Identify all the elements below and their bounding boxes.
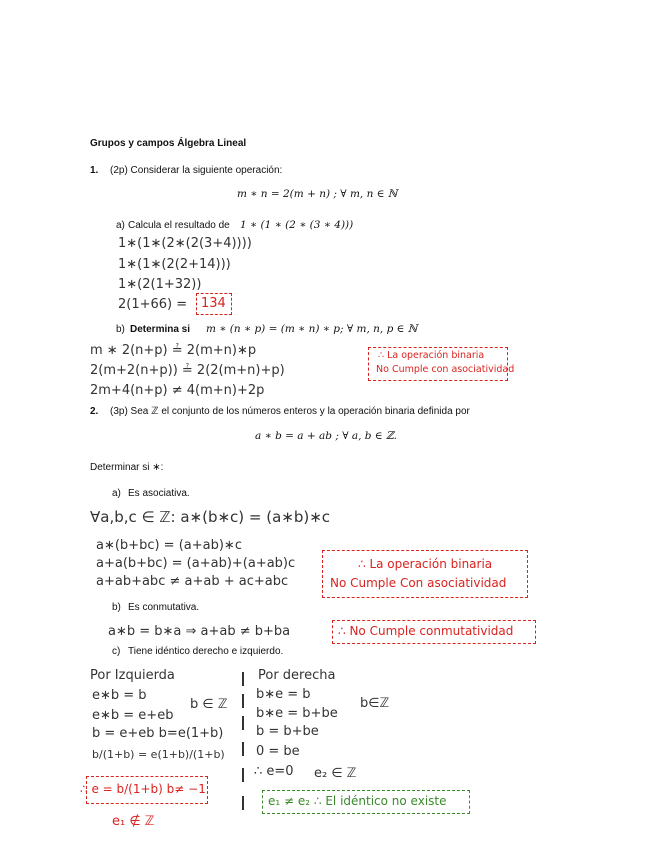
part-2b-conclusion: ∴ No Cumple conmutatividad — [338, 624, 514, 638]
part-1a-text: Calcula el resultado de — [128, 220, 230, 231]
problem-2-determine: Determinar si ∗: — [90, 462, 164, 473]
problem-2-statement: (3p) Sea ℤ el conjunto de los números enteros y la operación binaria definida por — [110, 406, 470, 417]
part-1b-text: Determina si — [130, 324, 191, 335]
part-2c-text: Tiene idéntico derecho e izquierdo. — [128, 646, 284, 657]
part-2a-conclusion-line: ∴ La operación binaria — [358, 557, 493, 571]
right-mid: e₂ ∈ ℤ — [314, 766, 357, 781]
part-1a-expr: 1 ∗ (1 ∗ (2 ∗ (3 ∗ 4))) — [240, 219, 354, 231]
right-domain: b∈ℤ — [360, 696, 390, 711]
part-1b-work-line: 2m+4(n+p) ≠ 4(m+n)+2p — [90, 383, 265, 398]
part-1a-work-line: 1∗(1∗(2∗(2(3+4)))) — [118, 236, 252, 251]
right-title: Por derecha — [258, 668, 336, 683]
problem-2-formula: a ∗ b = a + ab ; ∀ a, b ∈ ℤ. — [255, 430, 397, 442]
left-work-line: b/(1+b) = e(1+b)/(1+b) — [92, 748, 225, 761]
part-2a-conclusion-line: No Cumple Con asociatividad — [330, 576, 507, 590]
left-title: Por Izquierda — [90, 668, 175, 683]
problem-2-number: 2. — [90, 406, 99, 417]
right-work-line: b∗e = b+be — [256, 706, 338, 721]
part-1b-expr: m ∗ (n ∗ p) = (m ∗ n) ∗ p; ∀ m, n, p ∈ ℕ — [206, 323, 418, 335]
part-2a-work-line: a+ab+abc ≠ a+ab + ac+abc — [96, 574, 289, 589]
part-2b-work: a∗b = b∗a ⇒ a+ab ≠ b+ba — [108, 624, 291, 639]
part-1b-work-line: m ∗ 2(n+p) ≟ 2(m+n)∗p — [90, 343, 257, 358]
part-1a-work-line: 2(1+66) = — [118, 297, 188, 312]
part-1b-conclusion-line: ∴ La operación binaria — [378, 350, 485, 361]
part-1b-label: b) — [116, 324, 125, 335]
part-1a-answer: 134 — [201, 296, 226, 311]
part-2a-work-line: a+a(b+bc) = (a+ab)+(a+ab)c — [96, 556, 296, 571]
right-work-line: ∴ e=0 — [254, 764, 294, 779]
part-1a-label: a) — [116, 220, 125, 231]
part-2c-label: c) — [112, 646, 121, 657]
left-final: e₁ ∉ ℤ — [112, 814, 155, 829]
part-1a-work-line: 1∗(2(1+32)) — [118, 277, 202, 292]
problem-1-formula: m ∗ n = 2(m + n) ; ∀ m, n ∈ ℕ — [237, 188, 398, 200]
part-1b-conclusion-line: No Cumple con asociatividad — [376, 364, 515, 375]
page-title: Grupos y campos Álgebra Lineal — [90, 138, 247, 149]
right-work-line: b = b+be — [256, 724, 319, 739]
part-2a-work-line: a∗(b+bc) = (a+ab)∗c — [96, 538, 242, 553]
left-work-line: e∗b = b — [92, 688, 147, 703]
part-2b-text: Es conmutativa. — [128, 602, 200, 613]
left-work-line: b = e+eb b=e(1+b) — [92, 726, 224, 741]
left-work-line: e∗b = e+eb — [92, 708, 174, 723]
part-2a-label: a) — [112, 488, 121, 499]
right-work-line: b∗e = b — [256, 687, 311, 702]
problem-1-number: 1. — [90, 165, 99, 176]
left-domain: b ∈ ℤ — [190, 697, 228, 712]
part-1b-work-line: 2(m+2(n+p)) ≟ 2(2(m+n)+p) — [90, 363, 285, 378]
part-2a-text: Es asociativa. — [128, 488, 190, 499]
problem-1-statement: (2p) Considerar la siguiente operación: — [110, 165, 283, 176]
right-conclusion: e₁ ≠ e₂ ∴ El idéntico no existe — [268, 794, 447, 808]
part-1a-work-line: 1∗(1∗(2(2+14))) — [118, 257, 231, 272]
part-2a-work-line: ∀a,b,c ∈ ℤ: a∗(b∗c) = (a∗b)∗c — [90, 508, 331, 526]
right-work-line: 0 = be — [256, 744, 300, 759]
part-2b-label: b) — [112, 602, 121, 613]
left-result: ∴ e = b/(1+b) b≠ −1 — [80, 782, 206, 796]
